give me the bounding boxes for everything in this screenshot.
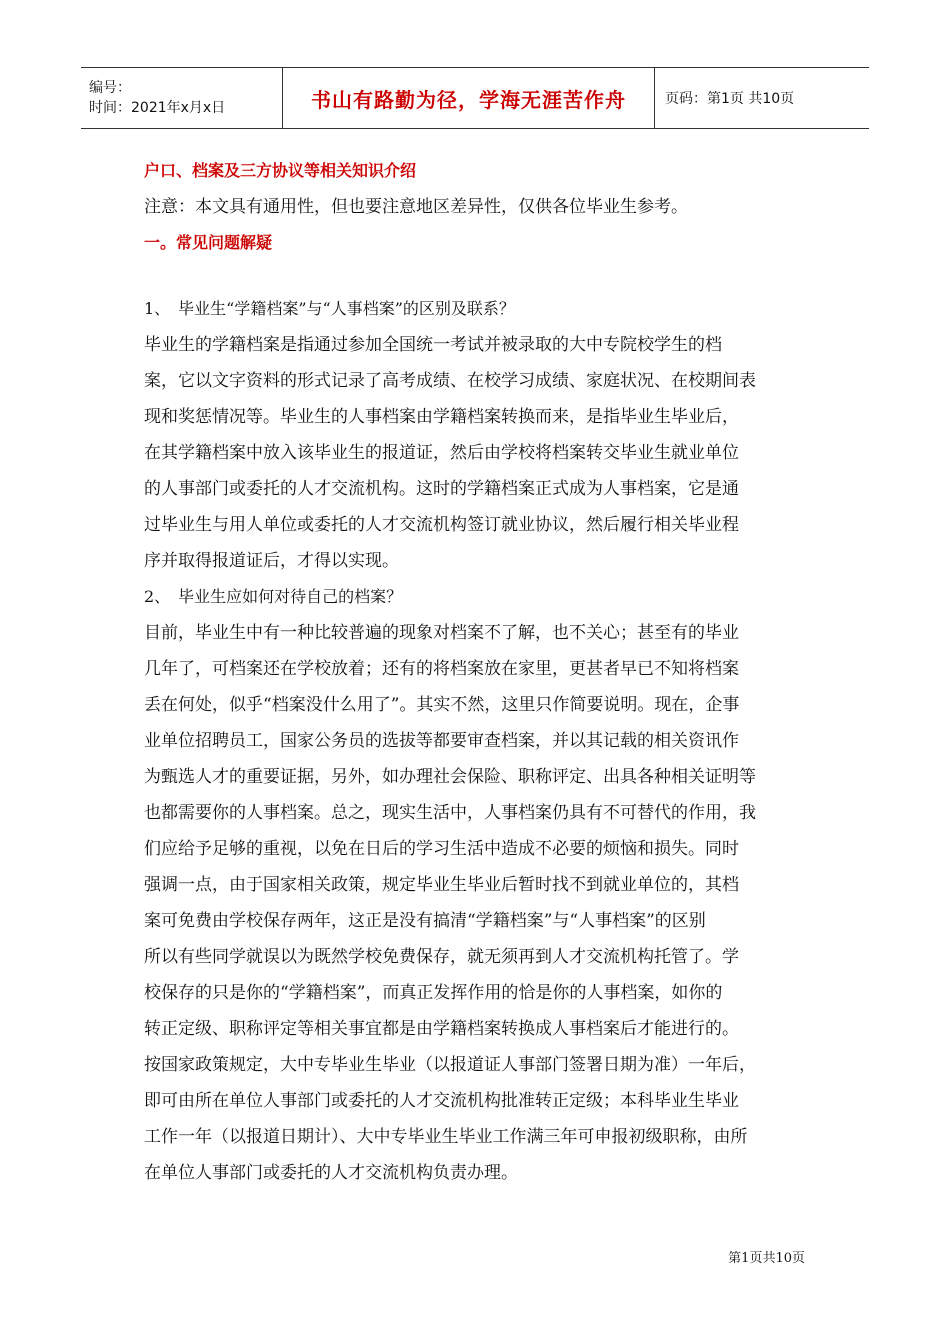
doc-note: 注意：本文具有通用性，但也要注意地区差异性，仅供各位毕业生参考。 <box>144 197 688 217</box>
serial-label: 编号： <box>89 80 131 96</box>
paragraph-line: 即可由所在单位人事部门或委托的人才交流机构批准转正定级；本科毕业生毕业 <box>144 1091 739 1111</box>
doc-title: 户口、档案及三方协议等相关知识介绍 <box>144 161 417 180</box>
paragraph-line: 序并取得报道证后，才得以实现。 <box>144 551 399 571</box>
header-meta <box>81 68 282 128</box>
paragraph-line: 按国家政策规定，大中专毕业生毕业（以报道证人事部门签署日期为准）一年后， <box>144 1055 756 1075</box>
paragraph-line: 强调一点，由于国家相关政策，规定毕业生毕业后暂时找不到就业单位的，其档 <box>144 875 739 895</box>
paragraph-line: 几年了，可档案还在学校放着；还有的将档案放在家里，更甚者早已不知将档案 <box>144 659 739 679</box>
paragraph-line: 的人事部门或委托的人才交流机构。这时的学籍档案正式成为人事档案，它是通 <box>144 479 739 499</box>
paragraph-line: 案可免费由学校保存两年，这正是没有搞清“学籍档案”与“人事档案”的区别 <box>144 911 706 931</box>
paragraph-line: 丢在何处，似乎“档案没什么用了”。其实不然，这里只作简要说明。现在，企事 <box>144 695 740 715</box>
time-label: 时间：2021年x月x日 <box>89 100 226 116</box>
spacer <box>144 261 812 291</box>
document-body <box>144 153 812 1191</box>
page-header <box>81 67 869 129</box>
paragraph-line: 案，它以文字资料的形式记录了高考成绩、在校学习成绩、家庭状况、在校期间表 <box>144 371 756 391</box>
paragraph-line: 毕业生的学籍档案是指通过参加全国统一考试并被录取的大中专院校学生的档 <box>144 335 722 355</box>
paragraph-line: 过毕业生与用人单位或委托的人才交流机构签订就业协议，然后履行相关毕业程 <box>144 515 739 535</box>
paragraph-line: 所以有些同学就误以为既然学校免费保存，就无须再到人才交流机构托管了。学 <box>144 947 739 967</box>
header-motto: 书山有路勤为径，学海无涯苦作舟 <box>311 87 626 112</box>
question-2: 2、 毕业生应如何对待自己的档案？ <box>144 587 403 606</box>
section-heading: 一。常见问题解疑 <box>144 233 273 252</box>
paragraph-line: 在其学籍档案中放入该毕业生的报道证，然后由学校将档案转交毕业生就业单位 <box>144 443 739 463</box>
paragraph-line: 目前，毕业生中有一种比较普遍的现象对档案不了解，也不关心；甚至有的毕业 <box>144 623 739 643</box>
paragraph-line: 转正定级、职称评定等相关事宜都是由学籍档案转换成人事档案后才能进行的。 <box>144 1019 739 1039</box>
question-1: 1、 毕业生“学籍档案”与“人事档案”的区别及联系？ <box>144 299 515 318</box>
paragraph-line: 为甄选人才的重要证据，另外，如办理社会保险、职称评定、出具各种相关证明等 <box>144 767 756 787</box>
paragraph-line: 们应给予足够的重视，以免在日后的学习生活中造成不必要的烦恼和损失。同时 <box>144 839 739 859</box>
paragraph-line: 也都需要你的人事档案。总之，现实生活中，人事档案仍具有不可替代的作用，我 <box>144 803 756 823</box>
header-page-info: 页码：第1页 共10页 <box>665 91 795 107</box>
page-footer: 第1页共10页 <box>728 1251 805 1266</box>
paragraph-line: 业单位招聘员工，国家公务员的选拔等都要审查档案，并以其记载的相关资讯作 <box>144 731 739 751</box>
header-motto-cell <box>282 68 655 128</box>
paragraph-line: 工作一年（以报道日期计）、大中专毕业生毕业工作满三年可申报初级职称，由所 <box>144 1127 748 1147</box>
paragraph-line: 校保存的只是你的“学籍档案”，而真正发挥作用的恰是你的人事档案，如你的 <box>144 983 723 1003</box>
paragraph-line: 在单位人事部门或委托的人才交流机构负责办理。 <box>144 1163 518 1183</box>
paragraph-line: 现和奖惩情况等。毕业生的人事档案由学籍档案转换而来，是指毕业生毕业后， <box>144 407 739 427</box>
